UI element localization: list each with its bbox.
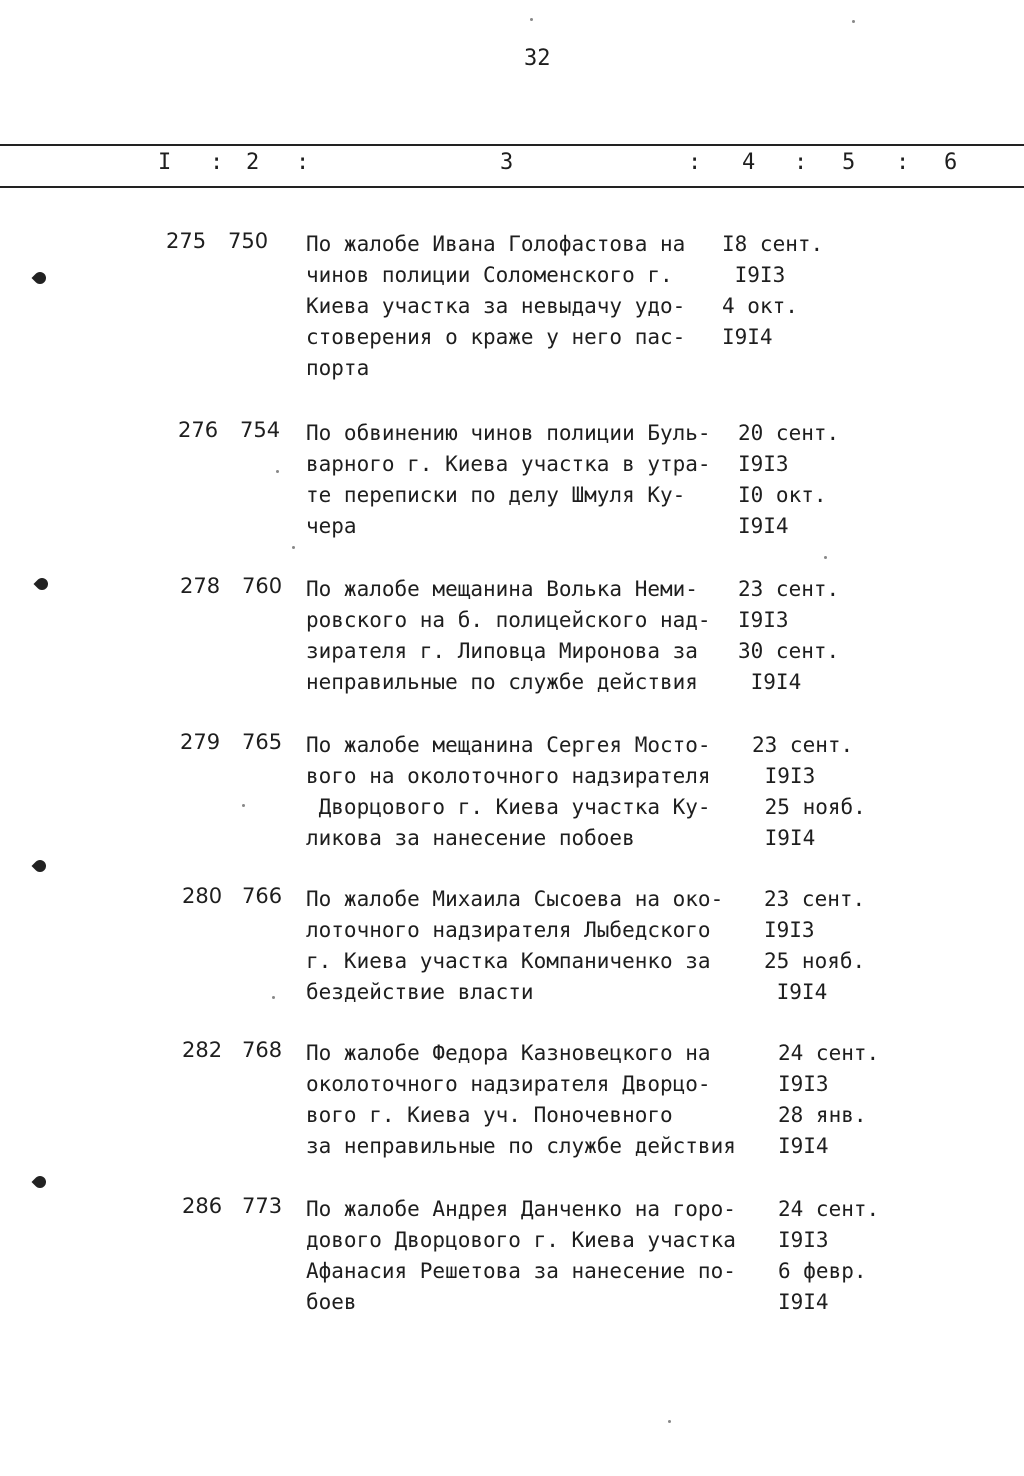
- record-number: 278: [180, 574, 221, 598]
- record-row: [0, 418, 1024, 578]
- date-line: I9I4: [752, 826, 816, 850]
- record-dates: [778, 1038, 879, 1162]
- page-number: 32: [524, 46, 551, 71]
- file-number: 750: [228, 229, 269, 253]
- record-dates: [738, 574, 839, 698]
- description-line: Афанасия Решетова за нанесение по-: [306, 1259, 736, 1283]
- description-line: бездействие власти: [306, 980, 534, 1004]
- record-row: [0, 884, 1024, 1044]
- description-line: стоверения о краже у него пас-: [306, 325, 686, 349]
- record-dates: [778, 1194, 879, 1318]
- file-number: 760: [242, 574, 283, 598]
- date-line: 23 сент.: [764, 887, 866, 911]
- record-number: 282: [182, 1038, 223, 1062]
- record-number: 276: [178, 418, 219, 442]
- date-line: 6 февр.: [778, 1259, 867, 1283]
- record-description: [306, 574, 711, 698]
- record-dates: [764, 884, 865, 1008]
- column-header-3: 3: [500, 150, 514, 175]
- file-number: 765: [242, 730, 283, 754]
- description-line: ровского на б. полицейского над-: [306, 608, 711, 632]
- file-number: 768: [242, 1038, 283, 1062]
- description-line: По жалобе Федора Казновецкого на: [306, 1041, 711, 1065]
- description-line: порта: [306, 356, 370, 380]
- description-line: лоточного надзирателя Лыбедского: [306, 918, 711, 942]
- date-line: 24 сент.: [778, 1041, 880, 1065]
- column-header-2: 2: [246, 150, 260, 175]
- record-dates: [722, 229, 823, 353]
- date-line: 25 нояб.: [752, 795, 866, 819]
- date-line: I9I3: [752, 764, 816, 788]
- column-separator: :: [688, 150, 702, 175]
- record-number: 279: [180, 730, 221, 754]
- date-line: 28 янв.: [778, 1103, 867, 1127]
- date-line: I9I3: [778, 1228, 829, 1252]
- description-line: По жалобе Ивана Голофастова на: [306, 232, 686, 256]
- record-number: 280: [182, 884, 223, 908]
- record-description: [306, 730, 711, 854]
- record-description: [306, 418, 711, 542]
- date-line: I0 окт.: [738, 483, 827, 507]
- scan-speck: [272, 996, 275, 999]
- record-dates: [752, 730, 866, 854]
- scan-speck: [852, 20, 855, 23]
- column-separator: :: [794, 150, 808, 175]
- column-header-1: I: [158, 150, 172, 175]
- scan-speck: [276, 470, 279, 473]
- description-line: вого на околоточного надзирателя: [306, 764, 711, 788]
- record-dates: [738, 418, 839, 542]
- scan-speck: [292, 546, 295, 549]
- date-line: 20 сент.: [738, 421, 840, 445]
- date-line: I9I4: [778, 1290, 829, 1314]
- date-line: I9I3: [722, 263, 786, 287]
- file-number: 766: [242, 884, 283, 908]
- record-number: 275: [166, 229, 207, 253]
- description-line: По обвинению чинов полиции Буль-: [306, 421, 711, 445]
- file-number: 773: [242, 1194, 283, 1218]
- description-line: боев: [306, 1290, 357, 1314]
- record-row: [0, 229, 1024, 389]
- column-header-5: 5: [842, 150, 856, 175]
- record-description: [306, 229, 685, 384]
- record-description: [306, 1038, 736, 1162]
- record-description: [306, 884, 723, 1008]
- record-row: [0, 1038, 1024, 1198]
- description-line: вого г. Киева уч. Поночевного: [306, 1103, 673, 1127]
- description-line: те переписки по делу Шмуля Ку-: [306, 483, 686, 507]
- scan-speck: [242, 804, 245, 807]
- description-line: неправильные по службе действия: [306, 670, 698, 694]
- scan-speck: [530, 18, 533, 21]
- date-line: 25 нояб.: [764, 949, 866, 973]
- scan-speck: [668, 1420, 671, 1423]
- column-header-6: 6: [944, 150, 958, 175]
- date-line: I9I3: [778, 1072, 829, 1096]
- date-line: I9I4: [764, 980, 828, 1004]
- column-separator: :: [896, 150, 910, 175]
- record-row: [0, 574, 1024, 734]
- column-separator: :: [296, 150, 310, 175]
- description-line: чинов полиции Соломенского г.: [306, 263, 673, 287]
- description-line: ликова за нанесение побоев: [306, 826, 635, 850]
- date-line: I9I3: [738, 608, 789, 632]
- date-line: 4 окт.: [722, 294, 798, 318]
- date-line: 24 сент.: [778, 1197, 880, 1221]
- record-row: [0, 730, 1024, 890]
- scan-speck: [824, 556, 827, 559]
- date-line: I9I3: [738, 452, 789, 476]
- description-line: околоточного надзирателя Дворцо-: [306, 1072, 711, 1096]
- description-line: зирателя г. Липовца Миронова за: [306, 639, 698, 663]
- description-line: варного г. Киева участка в утра-: [306, 452, 711, 476]
- description-line: Киева участка за невыдачу удо-: [306, 294, 686, 318]
- file-number: 754: [240, 418, 281, 442]
- date-line: I9I4: [738, 514, 789, 538]
- date-line: 23 сент.: [752, 733, 854, 757]
- column-separator: :: [210, 150, 224, 175]
- description-line: По жалобе мещанина Волька Неми-: [306, 577, 698, 601]
- description-line: По жалобе Михаила Сысоева на око-: [306, 887, 724, 911]
- description-line: дового Дворцового г. Киева участка: [306, 1228, 736, 1252]
- date-line: I9I4: [722, 325, 773, 349]
- record-number: 286: [182, 1194, 223, 1218]
- description-line: Дворцового г. Киева участка Ку-: [306, 795, 711, 819]
- description-line: чера: [306, 514, 357, 538]
- description-line: г. Киева участка Компаниченко за: [306, 949, 711, 973]
- date-line: I9I3: [764, 918, 815, 942]
- date-line: I9I4: [778, 1134, 829, 1158]
- date-line: I9I4: [738, 670, 802, 694]
- description-line: По жалобе мещанина Сергея Мосто-: [306, 733, 711, 757]
- description-line: за неправильные по службе действия: [306, 1134, 736, 1158]
- date-line: 23 сент.: [738, 577, 840, 601]
- date-line: I8 сент.: [722, 232, 824, 256]
- header-top-rule: [0, 144, 1024, 146]
- column-header-4: 4: [742, 150, 756, 175]
- description-line: По жалобе Андрея Данченко на горо-: [306, 1197, 736, 1221]
- record-row: [0, 1194, 1024, 1354]
- header-bottom-rule: [0, 186, 1024, 188]
- date-line: 30 сент.: [738, 639, 840, 663]
- record-description: [306, 1194, 736, 1318]
